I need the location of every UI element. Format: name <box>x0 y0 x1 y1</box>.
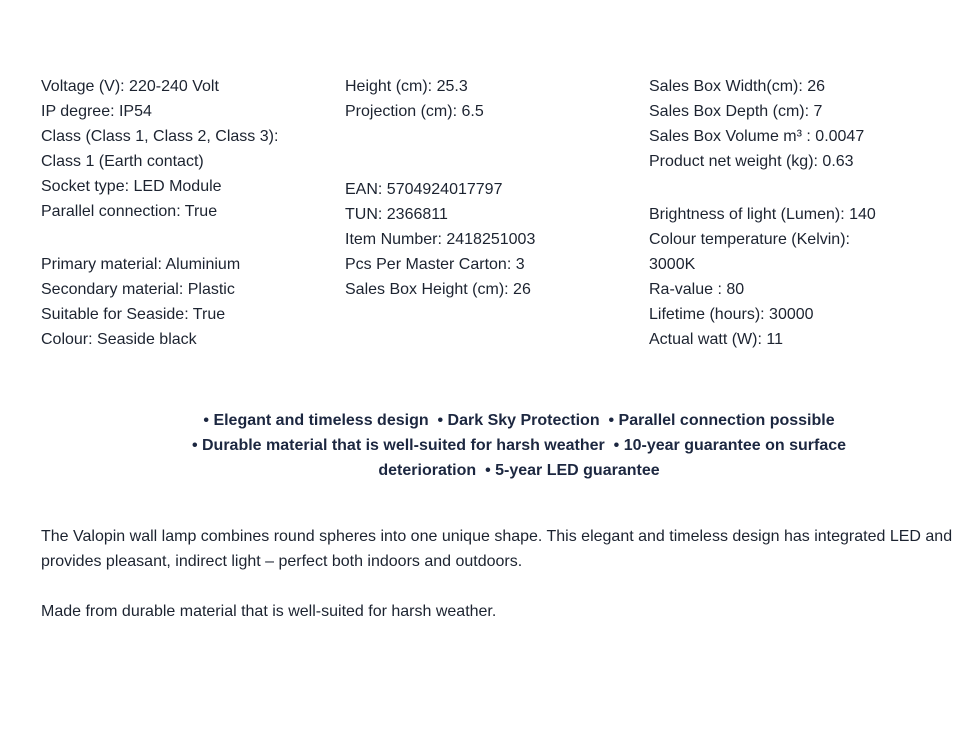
spec-sales-box-height: Sales Box Height (cm): 26 <box>345 281 531 298</box>
feature-item: • Parallel connection possible <box>609 412 835 429</box>
spec-ip-degree: IP degree: IP54 <box>41 103 152 120</box>
feature-item: • Durable material that is well-suited for harsh weather <box>192 437 605 454</box>
spec-ean: EAN: 5704924017797 <box>345 181 503 198</box>
feature-line <box>150 408 888 433</box>
spec-socket-type: Socket type: LED Module <box>41 178 222 195</box>
feature-line <box>150 433 888 483</box>
spec-brightness: Brightness of light (Lumen): 140 <box>649 206 876 223</box>
spec-height: Height (cm): 25.3 <box>345 78 468 95</box>
spec-lifetime: Lifetime (hours): 30000 <box>649 306 814 323</box>
feature-item: • Elegant and timeless design <box>203 412 428 429</box>
spec-class-label: Class (Class 1, Class 2, Class 3): <box>41 128 279 145</box>
spec-pcs-per-carton: Pcs Per Master Carton: 3 <box>345 256 525 273</box>
spec-primary-material: Primary material: Aluminium <box>41 256 241 273</box>
spec-colour: Colour: Seaside black <box>41 331 197 348</box>
feature-highlights <box>150 408 888 483</box>
description-paragraph: The Valopin wall lamp combines round spheres into one unique shape. This elegant and timeless design has integrated LED and provides pleasant, indirect light – perfect both indoors and outdoors. <box>41 528 953 570</box>
feature-item: • 10-year guarantee on surface deterioration <box>378 437 846 479</box>
spec-net-weight: Product net weight (kg): 0.63 <box>649 153 854 170</box>
spec-suitable-seaside: Suitable for Seaside: True <box>41 306 226 323</box>
spec-projection: Projection (cm): 6.5 <box>345 103 484 120</box>
spec-parallel-connection: Parallel connection: True <box>41 203 218 220</box>
spec-sales-box-depth: Sales Box Depth (cm): 7 <box>649 103 823 120</box>
spec-column-box-light <box>649 74 876 352</box>
spec-sales-box-width: Sales Box Width(cm): 26 <box>649 78 826 95</box>
spec-tun: TUN: 2366811 <box>345 206 448 223</box>
spec-sales-box-volume: Sales Box Volume m³ : 0.0047 <box>649 128 865 145</box>
spec-colour-temperature-label: Colour temperature (Kelvin): <box>649 231 850 248</box>
description-paragraph: Made from durable material that is well-suited for harsh weather. <box>41 603 497 620</box>
feature-item: • Dark Sky Protection <box>438 412 600 429</box>
spec-column-dimensions-ids <box>345 74 535 302</box>
feature-item: • 5-year LED guarantee <box>485 462 660 479</box>
spec-colour-temperature-value: 3000K <box>649 256 696 273</box>
spec-class-value: Class 1 (Earth contact) <box>41 153 204 170</box>
spec-item-number: Item Number: 2418251003 <box>345 231 536 248</box>
spec-voltage: Voltage (V): 220-240 Volt <box>41 78 219 95</box>
spec-column-electrical-material <box>41 74 278 352</box>
spec-actual-watt: Actual watt (W): 11 <box>649 331 783 348</box>
spec-secondary-material: Secondary material: Plastic <box>41 281 235 298</box>
spec-ra-value: Ra-value : 80 <box>649 281 745 298</box>
